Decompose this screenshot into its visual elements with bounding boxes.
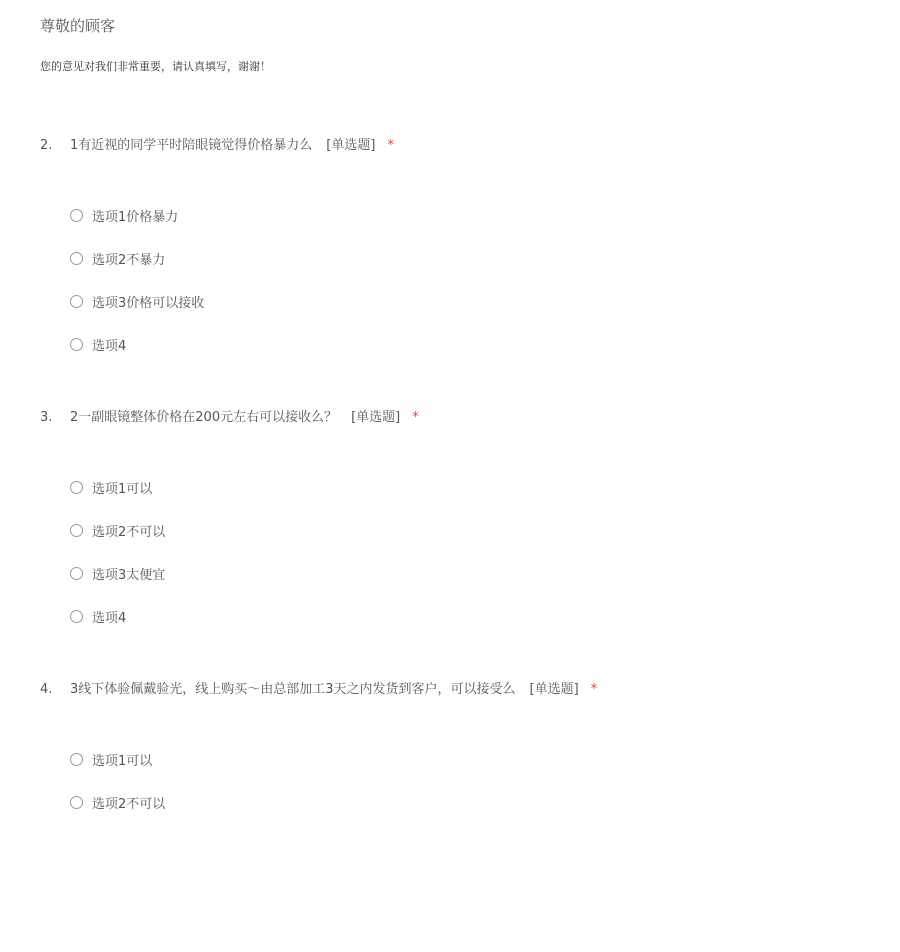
required-marker: * [590,682,598,697]
question-text: 1有近视的同学平时陪眼镜觉得价格暴力么 [70,138,313,153]
survey-description: 您的意见对我们非常重要，请认真填写，谢谢！ [40,60,271,73]
radio-button[interactable] [70,567,83,580]
question-title [40,136,394,156]
question-number: 2. [40,138,53,153]
option-label[interactable]: 选项4 [92,338,127,354]
question-text: 2一副眼镜整体价格在200元左右可以接收么？ [70,410,338,425]
option-label[interactable]: 选项1价格暴力 [92,209,179,225]
option-1[interactable] [70,477,152,497]
option-3[interactable] [70,563,165,583]
radio-button[interactable] [70,796,83,809]
option-3[interactable] [70,291,204,311]
option-4[interactable] [70,606,126,626]
option-2[interactable] [70,248,165,268]
required-marker: * [387,138,394,153]
question-2 [0,136,900,408]
option-4[interactable] [70,334,126,354]
question-3 [0,408,900,680]
radio-button[interactable] [70,524,83,537]
option-2[interactable] [70,520,165,540]
option-1[interactable] [70,205,178,225]
option-label[interactable]: 选项2不可以 [92,524,166,540]
question-type-tag: [单选题] [326,138,376,153]
option-label[interactable]: 选项3太便宜 [92,567,166,583]
question-number: 3. [40,410,53,425]
question-type-tag: [单选题] [351,410,401,425]
question-4 [0,680,900,952]
option-label[interactable]: 选项1可以 [92,481,153,497]
question-title [40,680,597,700]
radio-button[interactable] [70,610,83,623]
radio-button[interactable] [70,338,83,351]
question-number: 4. [40,682,53,697]
option-label[interactable]: 选项1可以 [92,753,153,769]
radio-button[interactable] [70,753,83,766]
option-2[interactable] [70,792,165,812]
radio-button[interactable] [70,295,83,308]
question-title [40,408,419,428]
option-label[interactable]: 选项2不暴力 [92,252,166,268]
option-label[interactable]: 选项2不可以 [92,796,166,812]
option-1[interactable] [70,749,152,769]
radio-button[interactable] [70,481,83,494]
option-label[interactable]: 选项3价格可以接收 [92,295,205,311]
option-label[interactable]: 选项4 [92,610,127,626]
radio-button[interactable] [70,252,83,265]
question-type-tag: [单选题] [529,682,579,697]
required-marker: * [412,410,419,425]
survey-title: 尊敬的顾客 [40,17,116,35]
radio-button[interactable] [70,209,83,222]
question-text: 3线下体验佩戴验光，线上购买～由总部加工3天之内发货到客户，可以接受么 [70,682,516,697]
